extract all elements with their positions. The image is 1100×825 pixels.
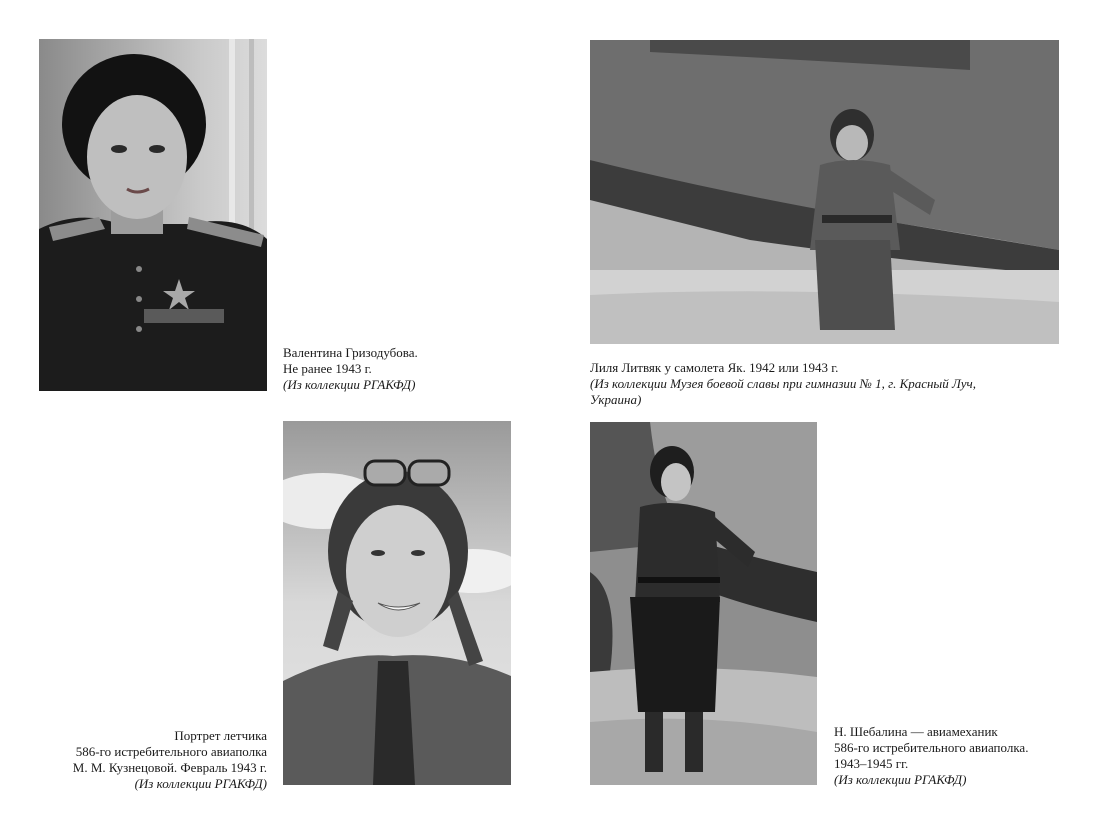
photo-grizodubova [39,39,267,391]
caption-litvyak [590,360,1070,408]
caption-line: Лиля Литвяк у самолета Як. 1942 или 1943 г. [590,360,839,375]
caption-source: (Из коллекции РГАКФД) [834,772,967,787]
caption-grizodubova [283,345,563,393]
caption-source: (Из коллекции РГАКФД) [283,377,416,392]
photo-litvyak [590,40,1059,344]
caption-line: Портрет летчика [174,728,267,743]
photo-kuznetsova [283,421,511,785]
caption-source: (Из коллекции Музея боевой славы при гимназии № 1, г. Красный Луч, [590,376,977,391]
caption-line: Н. Шебалина — авиамеханик [834,724,998,739]
caption-kuznetsova [40,728,267,792]
caption-line: М. М. Кузнецовой. Февраль 1943 г. [72,760,267,775]
caption-line: 586-го истребительного авиаполка. [834,740,1029,755]
caption-line: Не ранее 1943 г. [283,361,372,376]
caption-line: 1943–1945 гг. [834,756,909,771]
caption-source: (Из коллекции РГАКФД) [134,776,267,791]
caption-source: Украина) [590,392,642,407]
caption-line: Валентина Гризодубова. [283,345,418,360]
caption-line: 586-го истребительного авиаполка [75,744,267,759]
caption-shebalina [834,724,1094,788]
photo-shebalina [590,422,817,785]
